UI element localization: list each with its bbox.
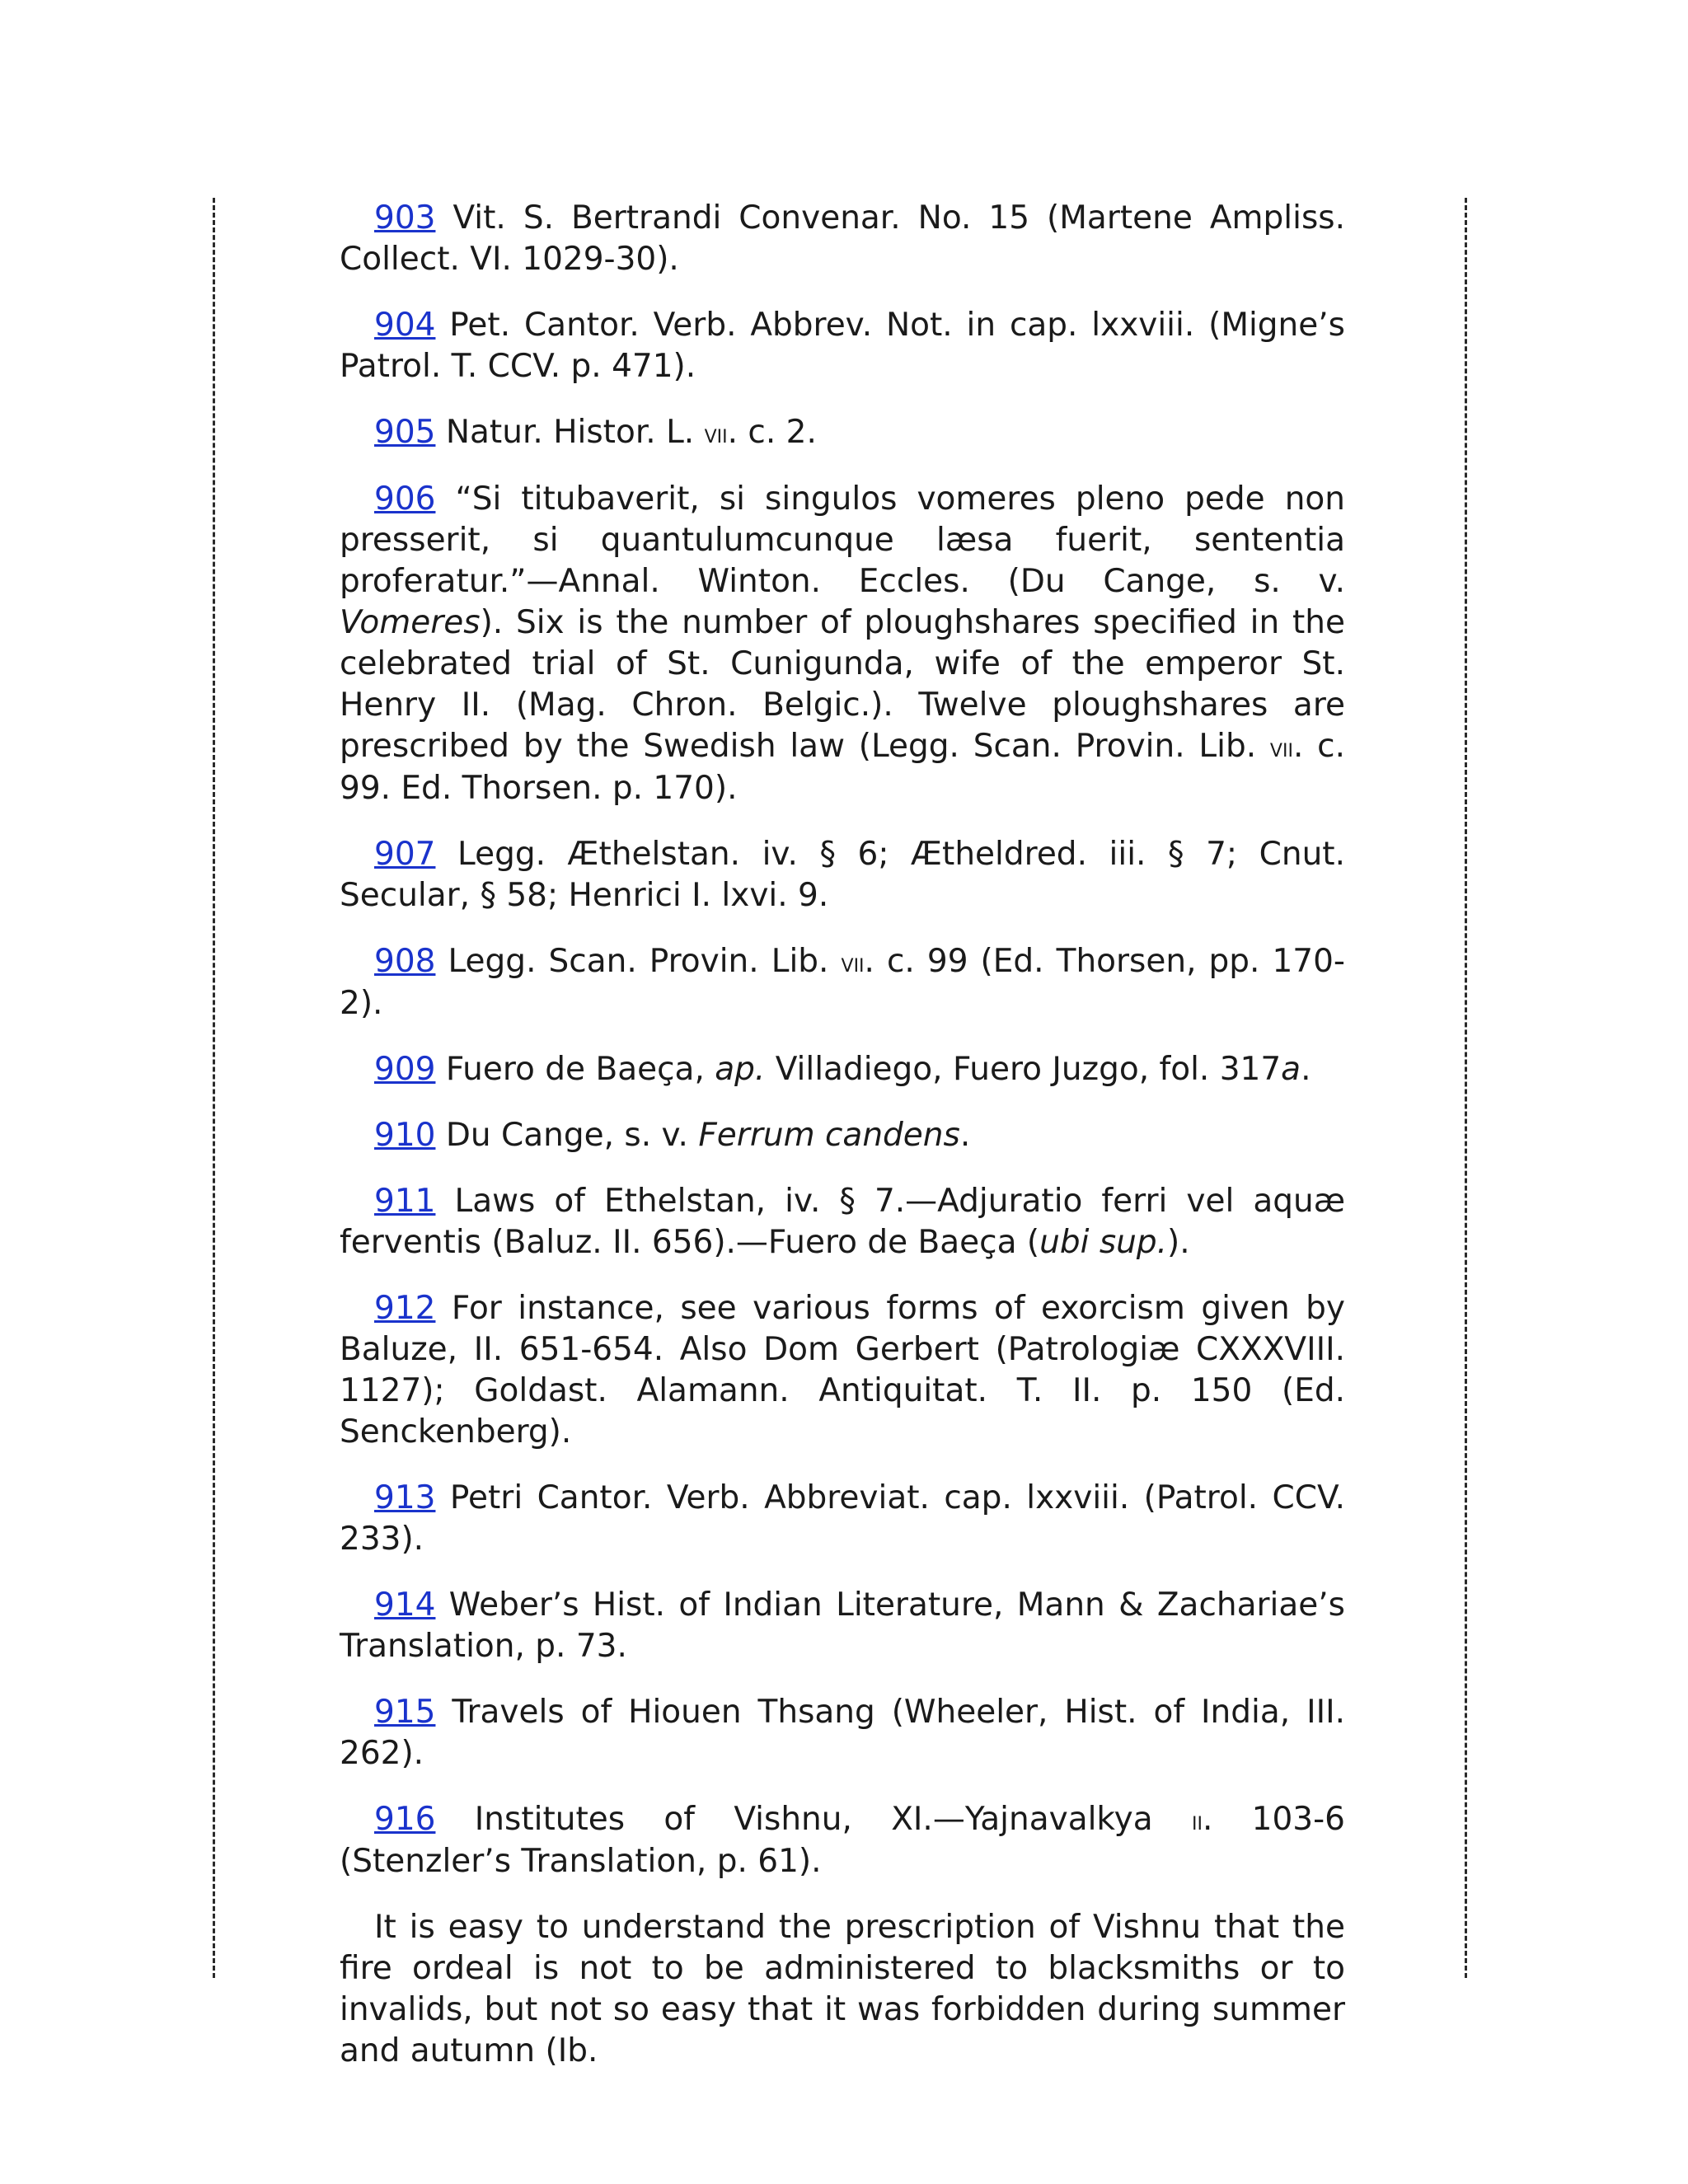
footnote-text: Du Cange, s. v. bbox=[445, 1117, 688, 1154]
footnote-text: Vit. S. Bertrandi Convenar. No. 15 (Martene Ampliss. Collect. VI. 1029-30). bbox=[340, 199, 1345, 278]
italic-term: Ferrum candens bbox=[698, 1117, 960, 1154]
footnote-904 bbox=[340, 305, 1345, 387]
italic-term: a bbox=[1281, 1051, 1301, 1088]
footnote-text: . c. 99. Ed. Thorsen. p. 170). bbox=[340, 728, 1345, 807]
footnote-text: Petri Cantor. Verb. Abbreviat. cap. lxxviii. (Patrol. CCV. 233). bbox=[340, 1479, 1345, 1558]
footnote-912 bbox=[340, 1288, 1345, 1453]
footnote-914 bbox=[340, 1585, 1345, 1667]
footnote-ref-916[interactable]: 916 bbox=[374, 1801, 436, 1838]
footnote-903 bbox=[340, 198, 1345, 280]
footnote-ref-909[interactable]: 909 bbox=[374, 1051, 436, 1088]
footnote-911 bbox=[340, 1181, 1345, 1263]
footnote-text: Pet. Cantor. Verb. Abbrev. Not. in cap. lxxviii. (Migne’s Patrol. T. CCV. p. 471). bbox=[340, 307, 1345, 385]
italic-term: ubi sup. bbox=[1039, 1224, 1168, 1261]
footnote-text: Legg. Æthelstan. iv. § 6; Ætheldred. iii. § 7; Cnut. Secular, § 58; Henrici I. lxvi. 9. bbox=[340, 836, 1345, 914]
footnote-ref-906[interactable]: 906 bbox=[374, 480, 436, 518]
italic-term: Vomeres bbox=[340, 604, 481, 641]
footnotes-column bbox=[340, 198, 1345, 2072]
small-caps-numeral: vii bbox=[704, 418, 728, 449]
footnote-ref-915[interactable]: 915 bbox=[374, 1694, 436, 1731]
right-dashed-border bbox=[1465, 198, 1467, 1978]
footnote-text: Natur. Histor. L. bbox=[445, 414, 695, 451]
italic-term: ap. bbox=[715, 1051, 766, 1088]
footnote-ref-913[interactable]: 913 bbox=[374, 1479, 436, 1516]
footnote-909 bbox=[340, 1049, 1345, 1090]
footnote-text: Laws of Ethelstan, iv. § 7.—Adjuratio ferri vel aquæ ferventis (Baluz. II. 656).—Fuero de Baeça ( bbox=[340, 1183, 1345, 1261]
footnote-910 bbox=[340, 1115, 1345, 1156]
footnote-text: Institutes of Vishnu, XI.—Yajnavalkya bbox=[474, 1801, 1153, 1838]
footnote-907 bbox=[340, 834, 1345, 916]
footnote-text: Weber’s Hist. of Indian Literature, Mann & Zachariae’s Translation, p. 73. bbox=[340, 1586, 1345, 1665]
footnote-text: ). Six is the number of ploughshares specified in the celebrated trial of St. Cunigunda, wife of the emperor St. Henry II. (Mag. Chron. Belgic.). Twelve ploughshares are prescribed by the Swedish law (Legg. Scan. Provin. Lib. bbox=[340, 604, 1345, 765]
closing-paragraph: It is easy to understand the prescription of Vishnu that the fire ordeal is not to be administered to blacksmiths or to invalids, but not so easy that it was forbidden during summer and autumn (Ib. bbox=[340, 1909, 1345, 2069]
footnote-ref-904[interactable]: 904 bbox=[374, 307, 436, 344]
footnote-text: . 103-6 (Stenzler’s Translation, p. 61). bbox=[340, 1801, 1345, 1880]
footnote-ref-905[interactable]: 905 bbox=[374, 414, 436, 451]
footnote-ref-910[interactable]: 910 bbox=[374, 1117, 436, 1154]
footnote-text: . c. 99 (Ed. Thorsen, pp. 170-2). bbox=[340, 943, 1346, 1022]
left-dashed-border bbox=[213, 198, 215, 1978]
footnote-915 bbox=[340, 1692, 1345, 1774]
footnote-ref-907[interactable]: 907 bbox=[374, 836, 436, 873]
footnote-905 bbox=[340, 412, 1345, 454]
footnote-text: Legg. Scan. Provin. Lib. bbox=[448, 943, 829, 980]
footnote-916 bbox=[340, 1799, 1345, 1882]
footnote-ref-912[interactable]: 912 bbox=[374, 1290, 436, 1327]
footnote-ref-914[interactable]: 914 bbox=[374, 1586, 436, 1624]
footnote-text: “Si titubaverit, si singulos vomeres pleno pede non presserit, si quantulumcunque læsa fuerit, sententia proferatur.”—Annal. Winton. Eccles. (Du Cange, s. v. bbox=[340, 480, 1345, 600]
footnote-text: Travels of Hiouen Thsang (Wheeler, Hist. of India, III. 262). bbox=[340, 1694, 1345, 1772]
footnote-text: Villadiego, Fuero Juzgo, fol. 317 bbox=[775, 1051, 1282, 1088]
footnote-ref-903[interactable]: 903 bbox=[374, 199, 436, 237]
footnote-908 bbox=[340, 941, 1345, 1024]
small-caps-numeral: ii bbox=[1191, 1805, 1203, 1836]
footnote-906 bbox=[340, 479, 1345, 809]
footnote-text: . c. 2. bbox=[727, 414, 817, 451]
footnote-text: For instance, see various forms of exorcism given by Baluze, II. 651-654. Also Dom Gerbert (Patrologiæ CXXXVIII. 1127); Goldast. Alamann. Antiquitat. T. II. p. 150 (Ed. Senckenberg). bbox=[340, 1290, 1345, 1451]
footnote-ref-911[interactable]: 911 bbox=[374, 1183, 436, 1220]
footnote-913 bbox=[340, 1478, 1345, 1560]
footnote-text: Fuero de Baeça, bbox=[445, 1051, 705, 1088]
footnote-text: . bbox=[959, 1117, 971, 1154]
footnote-text: ). bbox=[1167, 1224, 1190, 1261]
footnote-ref-908[interactable]: 908 bbox=[374, 943, 436, 980]
small-caps-numeral: vii bbox=[841, 947, 865, 978]
footnote-text: . bbox=[1301, 1051, 1311, 1088]
small-caps-numeral: vii bbox=[1269, 732, 1293, 763]
